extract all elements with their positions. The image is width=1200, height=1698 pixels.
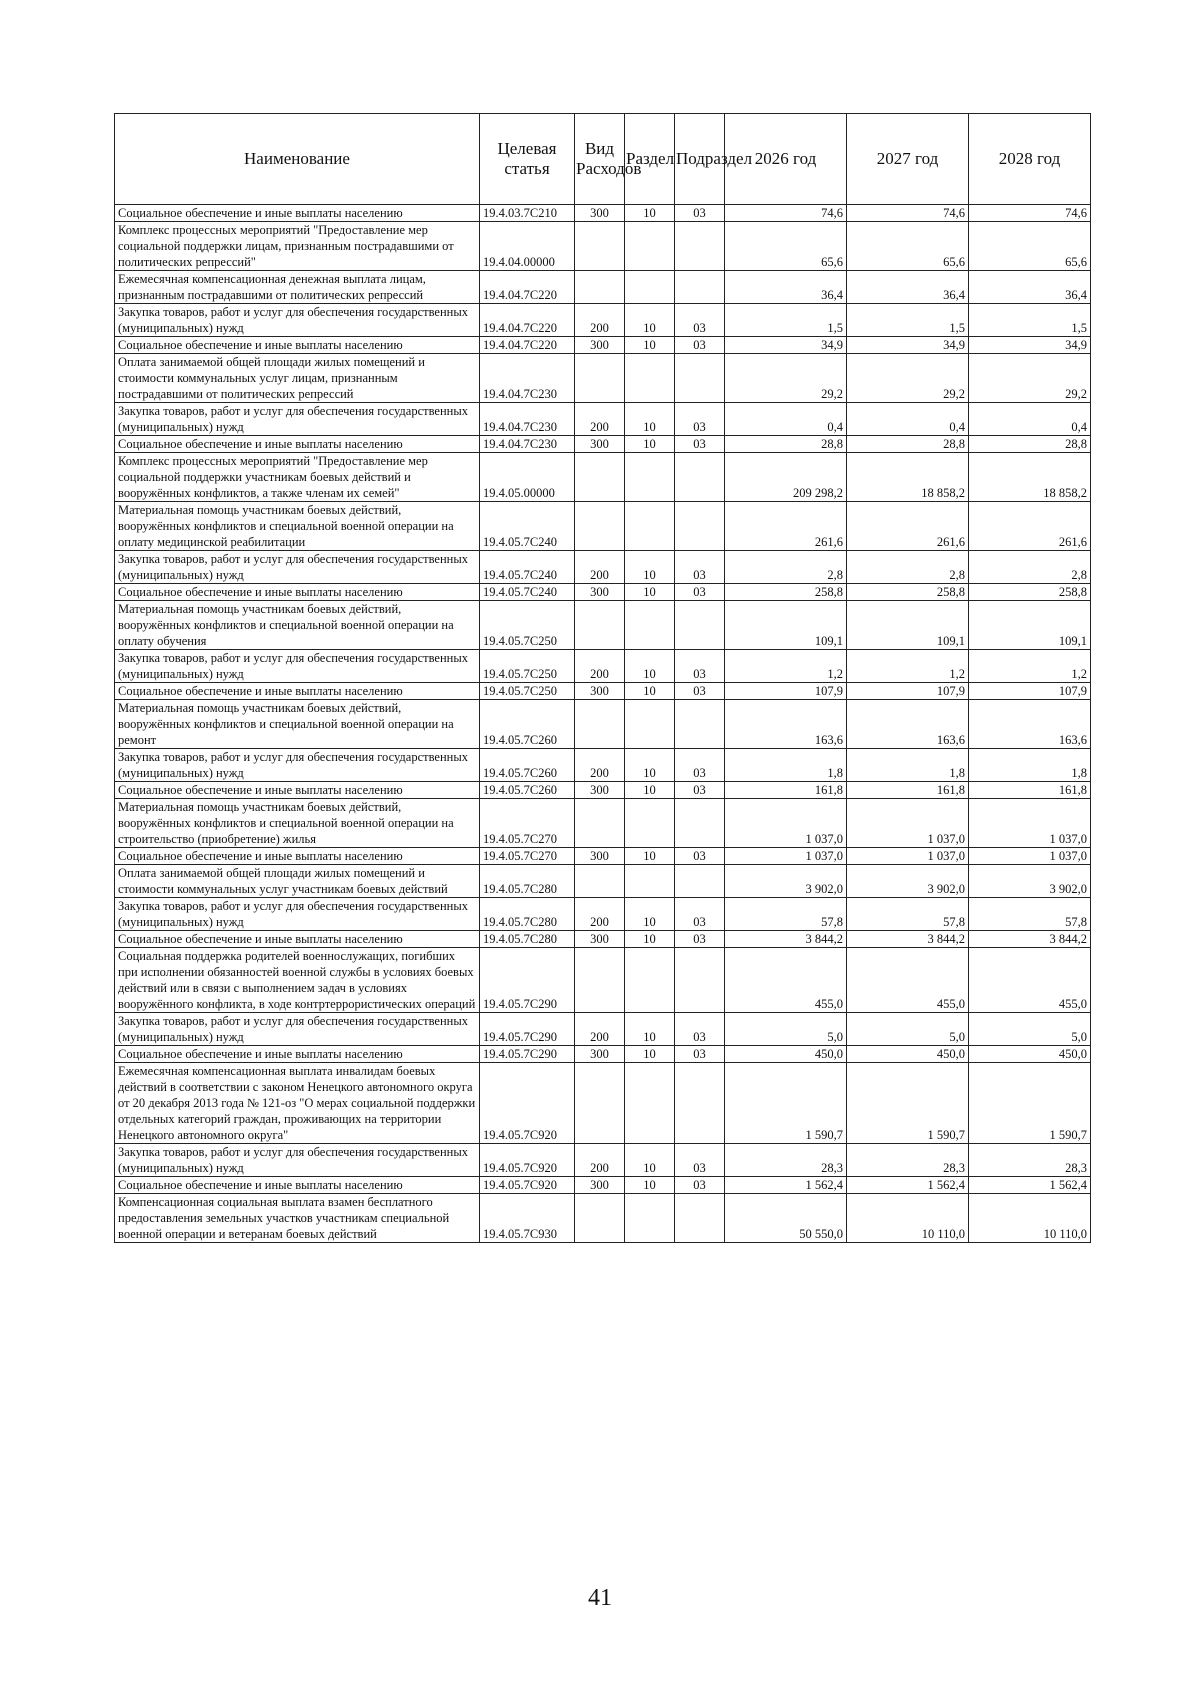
cell-expense-type: 300 <box>575 584 625 601</box>
table-row <box>115 436 1091 453</box>
cell-2028: 450,0 <box>969 1046 1091 1063</box>
cell-2028: 28,8 <box>969 436 1091 453</box>
cell-section: 10 <box>625 403 675 436</box>
cell-section: 10 <box>625 551 675 584</box>
table-row <box>115 799 1091 848</box>
cell-section: 10 <box>625 436 675 453</box>
cell-subsection: 03 <box>675 337 725 354</box>
cell-subsection: 03 <box>675 1013 725 1046</box>
cell-2026: 1 037,0 <box>725 799 847 848</box>
cell-name: Комплекс процессных мероприятий "Предоставление мер социальной поддержки лицам, признанным пострадавшими от политических репрессий" <box>115 222 480 271</box>
cell-subsection: 03 <box>675 749 725 782</box>
cell-subsection: 03 <box>675 650 725 683</box>
cell-2027: 1 562,4 <box>847 1177 969 1194</box>
cell-2028: 1 037,0 <box>969 848 1091 865</box>
cell-expense-type <box>575 271 625 304</box>
table-row <box>115 1063 1091 1144</box>
cell-2028: 107,9 <box>969 683 1091 700</box>
cell-2028: 28,3 <box>969 1144 1091 1177</box>
cell-2027: 28,8 <box>847 436 969 453</box>
cell-target-article: 19.4.05.7C240 <box>480 551 575 584</box>
table-row <box>115 304 1091 337</box>
cell-2026: 1,2 <box>725 650 847 683</box>
cell-name: Закупка товаров, работ и услуг для обеспечения государственных (муниципальных) нужд <box>115 898 480 931</box>
header-section: Раздел <box>625 114 675 205</box>
cell-target-article: 19.4.05.7C240 <box>480 502 575 551</box>
cell-subsection: 03 <box>675 205 725 222</box>
cell-2026: 1,8 <box>725 749 847 782</box>
cell-2026: 261,6 <box>725 502 847 551</box>
cell-target-article: 19.4.05.7C250 <box>480 650 575 683</box>
cell-section <box>625 1194 675 1243</box>
cell-2028: 455,0 <box>969 948 1091 1013</box>
cell-subsection: 03 <box>675 848 725 865</box>
cell-subsection: 03 <box>675 304 725 337</box>
table-row <box>115 898 1091 931</box>
cell-target-article: 19.4.05.7C920 <box>480 1063 575 1144</box>
table-row <box>115 865 1091 898</box>
table-row <box>115 700 1091 749</box>
cell-target-article: 19.4.05.7C280 <box>480 865 575 898</box>
table-row <box>115 222 1091 271</box>
cell-name: Социальное обеспечение и иные выплаты населению <box>115 1177 480 1194</box>
cell-name: Социальное обеспечение и иные выплаты населению <box>115 931 480 948</box>
cell-2028: 36,4 <box>969 271 1091 304</box>
cell-2028: 34,9 <box>969 337 1091 354</box>
table-row <box>115 337 1091 354</box>
cell-2028: 3 844,2 <box>969 931 1091 948</box>
cell-2028: 258,8 <box>969 584 1091 601</box>
cell-section <box>625 502 675 551</box>
table-row <box>115 601 1091 650</box>
cell-2027: 107,9 <box>847 683 969 700</box>
cell-2027: 34,9 <box>847 337 969 354</box>
cell-name: Социальное обеспечение и иные выплаты населению <box>115 782 480 799</box>
cell-subsection: 03 <box>675 436 725 453</box>
header-2027: 2027 год <box>847 114 969 205</box>
table-row <box>115 1194 1091 1243</box>
cell-section <box>625 271 675 304</box>
cell-target-article: 19.4.05.7C240 <box>480 584 575 601</box>
cell-2026: 65,6 <box>725 222 847 271</box>
cell-target-article: 19.4.05.7C280 <box>480 898 575 931</box>
cell-subsection <box>675 453 725 502</box>
cell-2026: 28,3 <box>725 1144 847 1177</box>
cell-2026: 161,8 <box>725 782 847 799</box>
cell-section: 10 <box>625 782 675 799</box>
table-row <box>115 650 1091 683</box>
cell-expense-type <box>575 700 625 749</box>
cell-2028: 57,8 <box>969 898 1091 931</box>
cell-2026: 5,0 <box>725 1013 847 1046</box>
cell-2026: 2,8 <box>725 551 847 584</box>
cell-section: 10 <box>625 1144 675 1177</box>
cell-target-article: 19.4.05.7C250 <box>480 601 575 650</box>
cell-section <box>625 222 675 271</box>
cell-section: 10 <box>625 304 675 337</box>
cell-2028: 1,2 <box>969 650 1091 683</box>
cell-2028: 109,1 <box>969 601 1091 650</box>
cell-2028: 1,5 <box>969 304 1091 337</box>
cell-subsection <box>675 799 725 848</box>
cell-name: Ежемесячная компенсационная выплата инвалидам боевых действий в соответствии с законом Ненецкого автономного округа от 20 декабря 2013 года № 121-оз "О мерах социальной поддержки отдельных категорий граждан, проживающих на территории Ненецкого автономного округа" <box>115 1063 480 1144</box>
cell-2027: 28,3 <box>847 1144 969 1177</box>
cell-section: 10 <box>625 898 675 931</box>
cell-name: Ежемесячная компенсационная денежная выплата лицам, признанным пострадавшими от политических репрессий <box>115 271 480 304</box>
table-row <box>115 848 1091 865</box>
cell-expense-type: 200 <box>575 551 625 584</box>
table-row <box>115 782 1091 799</box>
cell-expense-type <box>575 453 625 502</box>
cell-expense-type: 200 <box>575 1144 625 1177</box>
cell-2028: 1 590,7 <box>969 1063 1091 1144</box>
cell-2027: 1,5 <box>847 304 969 337</box>
cell-2026: 3 844,2 <box>725 931 847 948</box>
cell-target-article: 19.4.04.7C220 <box>480 304 575 337</box>
cell-2026: 1 590,7 <box>725 1063 847 1144</box>
cell-expense-type <box>575 222 625 271</box>
cell-2026: 1,5 <box>725 304 847 337</box>
cell-name: Материальная помощь участникам боевых действий, вооружённых конфликтов и специальной военной операции на оплату обучения <box>115 601 480 650</box>
cell-section: 10 <box>625 1046 675 1063</box>
cell-target-article: 19.4.05.7C920 <box>480 1177 575 1194</box>
cell-2028: 18 858,2 <box>969 453 1091 502</box>
cell-name: Социальное обеспечение и иные выплаты населению <box>115 337 480 354</box>
cell-2027: 1 590,7 <box>847 1063 969 1144</box>
cell-target-article: 19.4.05.7C270 <box>480 799 575 848</box>
cell-2028: 261,6 <box>969 502 1091 551</box>
cell-section <box>625 700 675 749</box>
cell-2028: 29,2 <box>969 354 1091 403</box>
cell-2028: 1 562,4 <box>969 1177 1091 1194</box>
cell-target-article: 19.4.04.00000 <box>480 222 575 271</box>
cell-expense-type: 200 <box>575 650 625 683</box>
cell-target-article: 19.4.04.7C230 <box>480 354 575 403</box>
cell-2027: 1 037,0 <box>847 799 969 848</box>
cell-2028: 161,8 <box>969 782 1091 799</box>
cell-section: 10 <box>625 848 675 865</box>
cell-target-article: 19.4.05.7C930 <box>480 1194 575 1243</box>
cell-section <box>625 354 675 403</box>
cell-2026: 1 037,0 <box>725 848 847 865</box>
cell-2027: 261,6 <box>847 502 969 551</box>
cell-2028: 3 902,0 <box>969 865 1091 898</box>
cell-name: Закупка товаров, работ и услуг для обеспечения государственных (муниципальных) нужд <box>115 304 480 337</box>
cell-expense-type: 300 <box>575 1046 625 1063</box>
cell-expense-type <box>575 601 625 650</box>
cell-name: Закупка товаров, работ и услуг для обеспечения государственных (муниципальных) нужд <box>115 551 480 584</box>
cell-target-article: 19.4.04.7C220 <box>480 271 575 304</box>
cell-subsection: 03 <box>675 551 725 584</box>
cell-subsection: 03 <box>675 1046 725 1063</box>
cell-expense-type: 300 <box>575 782 625 799</box>
cell-name: Социальное обеспечение и иные выплаты населению <box>115 1046 480 1063</box>
cell-2026: 455,0 <box>725 948 847 1013</box>
cell-expense-type <box>575 948 625 1013</box>
cell-2028: 65,6 <box>969 222 1091 271</box>
table-row <box>115 271 1091 304</box>
cell-subsection <box>675 948 725 1013</box>
cell-subsection: 03 <box>675 403 725 436</box>
cell-2026: 1 562,4 <box>725 1177 847 1194</box>
cell-name: Закупка товаров, работ и услуг для обеспечения государственных (муниципальных) нужд <box>115 403 480 436</box>
cell-2026: 3 902,0 <box>725 865 847 898</box>
cell-section: 10 <box>625 749 675 782</box>
cell-section: 10 <box>625 683 675 700</box>
cell-2027: 258,8 <box>847 584 969 601</box>
cell-2027: 3 844,2 <box>847 931 969 948</box>
page-number: 41 <box>588 1585 612 1611</box>
cell-section: 10 <box>625 205 675 222</box>
cell-expense-type: 300 <box>575 848 625 865</box>
cell-section <box>625 601 675 650</box>
cell-2027: 1,8 <box>847 749 969 782</box>
cell-section: 10 <box>625 1177 675 1194</box>
cell-expense-type: 200 <box>575 304 625 337</box>
cell-expense-type <box>575 502 625 551</box>
table-row <box>115 453 1091 502</box>
table-row <box>115 584 1091 601</box>
cell-2027: 3 902,0 <box>847 865 969 898</box>
cell-2026: 163,6 <box>725 700 847 749</box>
cell-2026: 36,4 <box>725 271 847 304</box>
cell-name: Социальное обеспечение и иные выплаты населению <box>115 683 480 700</box>
cell-subsection <box>675 601 725 650</box>
cell-subsection <box>675 271 725 304</box>
cell-name: Материальная помощь участникам боевых действий, вооружённых конфликтов и специальной военной операции на строительство (приобретение) жилья <box>115 799 480 848</box>
cell-expense-type: 200 <box>575 749 625 782</box>
cell-2026: 28,8 <box>725 436 847 453</box>
cell-target-article: 19.4.05.00000 <box>480 453 575 502</box>
cell-subsection <box>675 1063 725 1144</box>
cell-subsection: 03 <box>675 1177 725 1194</box>
cell-2027: 65,6 <box>847 222 969 271</box>
cell-name: Оплата занимаемой общей площади жилых помещений и стоимости коммунальных услуг лицам, признанным пострадавшими от политических репрессий <box>115 354 480 403</box>
table-row <box>115 1046 1091 1063</box>
cell-expense-type: 300 <box>575 337 625 354</box>
cell-2028: 10 110,0 <box>969 1194 1091 1243</box>
cell-target-article: 19.4.05.7C290 <box>480 948 575 1013</box>
cell-section <box>625 799 675 848</box>
table-row <box>115 683 1091 700</box>
cell-subsection <box>675 1194 725 1243</box>
cell-expense-type <box>575 354 625 403</box>
cell-expense-type: 200 <box>575 1013 625 1046</box>
cell-target-article: 19.4.05.7C250 <box>480 683 575 700</box>
table-row <box>115 1013 1091 1046</box>
cell-2028: 163,6 <box>969 700 1091 749</box>
cell-2026: 29,2 <box>725 354 847 403</box>
cell-name: Социальная поддержка родителей военнослужащих, погибших при исполнении обязанностей военной службы в условиях боевых действий или в связи с выполнением задач в условиях вооружённого конфликта, в ходе контртеррористических операций <box>115 948 480 1013</box>
cell-expense-type: 300 <box>575 205 625 222</box>
cell-2027: 36,4 <box>847 271 969 304</box>
cell-2026: 258,8 <box>725 584 847 601</box>
cell-target-article: 19.4.05.7C270 <box>480 848 575 865</box>
header-2028: 2028 год <box>969 114 1091 205</box>
cell-name: Комплекс процессных мероприятий "Предоставление мер социальной поддержки участникам боевых действий и вооружённых конфликтов, а также членам их семей" <box>115 453 480 502</box>
budget-table <box>114 113 1091 1243</box>
cell-target-article: 19.4.04.7C230 <box>480 403 575 436</box>
header-subsection: Подраздел <box>675 114 725 205</box>
table-header-row <box>115 114 1091 205</box>
cell-target-article: 19.4.03.7C210 <box>480 205 575 222</box>
cell-section: 10 <box>625 337 675 354</box>
cell-2026: 74,6 <box>725 205 847 222</box>
table-row <box>115 1177 1091 1194</box>
cell-target-article: 19.4.05.7C290 <box>480 1046 575 1063</box>
cell-2026: 57,8 <box>725 898 847 931</box>
cell-2027: 0,4 <box>847 403 969 436</box>
cell-2026: 107,9 <box>725 683 847 700</box>
cell-name: Социальное обеспечение и иные выплаты населению <box>115 436 480 453</box>
cell-target-article: 19.4.05.7C260 <box>480 749 575 782</box>
table-row <box>115 948 1091 1013</box>
table-row <box>115 931 1091 948</box>
cell-expense-type: 300 <box>575 436 625 453</box>
cell-expense-type <box>575 1194 625 1243</box>
table-row <box>115 502 1091 551</box>
cell-section <box>625 865 675 898</box>
cell-name: Компенсационная социальная выплата взамен бесплатного предоставления земельных участков участникам специальной военной операции и ветеранам боевых действий <box>115 1194 480 1243</box>
cell-2027: 161,8 <box>847 782 969 799</box>
cell-name: Социальное обеспечение и иные выплаты населению <box>115 848 480 865</box>
cell-name: Закупка товаров, работ и услуг для обеспечения государственных (муниципальных) нужд <box>115 1144 480 1177</box>
cell-expense-type <box>575 799 625 848</box>
cell-target-article: 19.4.04.7C230 <box>480 436 575 453</box>
cell-2026: 34,9 <box>725 337 847 354</box>
header-2026: 2026 год <box>725 114 847 205</box>
cell-2027: 74,6 <box>847 205 969 222</box>
cell-target-article: 19.4.04.7C220 <box>480 337 575 354</box>
cell-section <box>625 948 675 1013</box>
cell-name: Закупка товаров, работ и услуг для обеспечения государственных (муниципальных) нужд <box>115 650 480 683</box>
cell-2028: 74,6 <box>969 205 1091 222</box>
cell-2027: 2,8 <box>847 551 969 584</box>
cell-subsection: 03 <box>675 931 725 948</box>
cell-target-article: 19.4.05.7C920 <box>480 1144 575 1177</box>
cell-2026: 209 298,2 <box>725 453 847 502</box>
cell-expense-type: 300 <box>575 683 625 700</box>
cell-subsection <box>675 354 725 403</box>
cell-subsection: 03 <box>675 1144 725 1177</box>
cell-target-article: 19.4.05.7C280 <box>480 931 575 948</box>
cell-expense-type <box>575 865 625 898</box>
cell-subsection <box>675 222 725 271</box>
table-row <box>115 354 1091 403</box>
cell-subsection: 03 <box>675 898 725 931</box>
cell-name: Материальная помощь участникам боевых действий, вооружённых конфликтов и специальной военной операции на оплату медицинской реабилитации <box>115 502 480 551</box>
cell-subsection: 03 <box>675 683 725 700</box>
cell-subsection: 03 <box>675 782 725 799</box>
cell-target-article: 19.4.05.7C290 <box>480 1013 575 1046</box>
cell-2027: 450,0 <box>847 1046 969 1063</box>
cell-2027: 455,0 <box>847 948 969 1013</box>
cell-expense-type: 200 <box>575 898 625 931</box>
cell-2027: 1,2 <box>847 650 969 683</box>
cell-name: Социальное обеспечение и иные выплаты населению <box>115 584 480 601</box>
cell-section: 10 <box>625 1013 675 1046</box>
table-row <box>115 205 1091 222</box>
table-body <box>115 205 1091 1243</box>
cell-name: Социальное обеспечение и иные выплаты населению <box>115 205 480 222</box>
cell-2026: 109,1 <box>725 601 847 650</box>
cell-2028: 0,4 <box>969 403 1091 436</box>
cell-2028: 1,8 <box>969 749 1091 782</box>
cell-subsection <box>675 865 725 898</box>
cell-name: Закупка товаров, работ и услуг для обеспечения государственных (муниципальных) нужд <box>115 749 480 782</box>
cell-2027: 29,2 <box>847 354 969 403</box>
table-row <box>115 749 1091 782</box>
cell-2027: 5,0 <box>847 1013 969 1046</box>
cell-name: Закупка товаров, работ и услуг для обеспечения государственных (муниципальных) нужд <box>115 1013 480 1046</box>
cell-section: 10 <box>625 931 675 948</box>
cell-2028: 2,8 <box>969 551 1091 584</box>
cell-section: 10 <box>625 650 675 683</box>
cell-2026: 450,0 <box>725 1046 847 1063</box>
cell-2028: 1 037,0 <box>969 799 1091 848</box>
cell-subsection <box>675 700 725 749</box>
cell-name: Материальная помощь участникам боевых действий, вооружённых конфликтов и специальной военной операции на ремонт <box>115 700 480 749</box>
cell-2027: 18 858,2 <box>847 453 969 502</box>
table-row <box>115 551 1091 584</box>
table-row <box>115 403 1091 436</box>
cell-2027: 163,6 <box>847 700 969 749</box>
header-target-article: Целевая статья <box>480 114 575 205</box>
cell-section: 10 <box>625 584 675 601</box>
cell-section <box>625 453 675 502</box>
cell-subsection: 03 <box>675 584 725 601</box>
header-expense-type: Вид Расходов <box>575 114 625 205</box>
cell-name: Оплата занимаемой общей площади жилых помещений и стоимости коммунальных услуг участникам боевых действий <box>115 865 480 898</box>
cell-2026: 50 550,0 <box>725 1194 847 1243</box>
cell-2027: 10 110,0 <box>847 1194 969 1243</box>
cell-2026: 0,4 <box>725 403 847 436</box>
cell-expense-type <box>575 1063 625 1144</box>
cell-subsection <box>675 502 725 551</box>
cell-expense-type: 300 <box>575 1177 625 1194</box>
cell-2028: 5,0 <box>969 1013 1091 1046</box>
cell-2027: 109,1 <box>847 601 969 650</box>
cell-target-article: 19.4.05.7C260 <box>480 700 575 749</box>
cell-2027: 57,8 <box>847 898 969 931</box>
cell-target-article: 19.4.05.7C260 <box>480 782 575 799</box>
cell-expense-type: 300 <box>575 931 625 948</box>
table-row <box>115 1144 1091 1177</box>
cell-expense-type: 200 <box>575 403 625 436</box>
cell-section <box>625 1063 675 1144</box>
cell-2027: 1 037,0 <box>847 848 969 865</box>
header-name: Наименование <box>115 114 480 205</box>
